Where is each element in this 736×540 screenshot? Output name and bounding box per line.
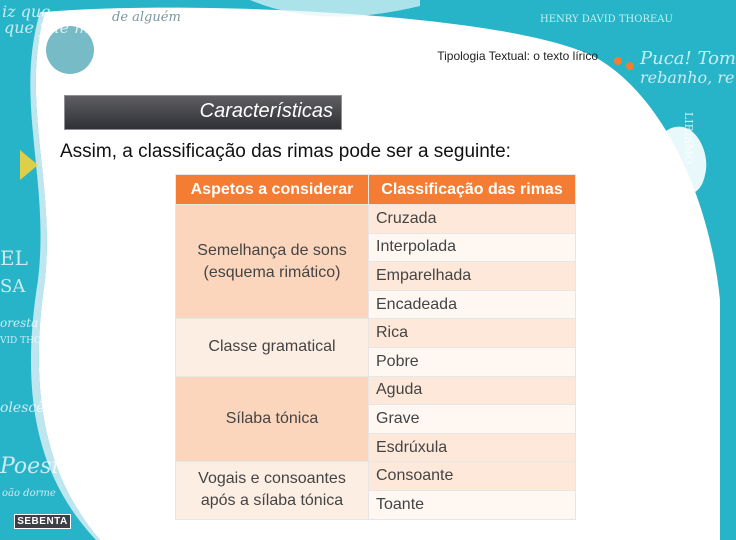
decor-text: oão dorme <box>2 488 56 499</box>
decor-text: iz que <box>2 2 51 21</box>
decor-text: rebanho, re <box>640 68 735 87</box>
classification-cell: Cruzada <box>369 205 576 234</box>
decor-text: VID THOREAU <box>0 336 69 346</box>
classification-cell: Esdrúxula <box>369 433 576 462</box>
aspect-cell: Vogais e consoantes após a sílaba tónica <box>176 462 369 519</box>
decor-text: Poesia <box>0 454 72 479</box>
table-row <box>176 462 576 491</box>
table-header-row <box>176 175 576 205</box>
intro-text: Assim, a classificação das rimas pode ser a seguinte: <box>60 141 511 162</box>
section-banner <box>64 95 342 130</box>
aspect-cell: Semelhança de sons (esquema rimático) <box>176 205 369 319</box>
table-row <box>176 376 576 405</box>
column-header-aspects: Aspetos a considerar <box>176 175 369 205</box>
decor-text: de alguém <box>112 10 181 25</box>
decor-text: SA <box>0 276 26 297</box>
classification-cell: Rica <box>369 319 576 348</box>
classification-cell: Aguda <box>369 376 576 405</box>
decor-text: Puca! Tom <box>640 48 736 69</box>
column-header-classification: Classificação das rimas <box>369 175 576 205</box>
aspect-cell: Sílaba tónica <box>176 376 369 462</box>
classification-cell: Interpolada <box>369 233 576 262</box>
aspect-cell: Classe gramatical <box>176 319 369 376</box>
page-header-title: Tipologia Textual: o texto lírico <box>437 49 598 63</box>
decor-text: HENRY DAVID THOREAU <box>540 14 673 25</box>
classification-cell: Encadeada <box>369 290 576 319</box>
classification-cell: Grave <box>369 405 576 434</box>
table-row <box>176 319 576 348</box>
sebenta-logo: SEBENTA <box>14 514 71 529</box>
decor-text: olescência <box>0 400 75 416</box>
table-row <box>176 205 576 234</box>
classification-cell: Consoante <box>369 462 576 491</box>
decor-text: LIRISMO <box>682 112 695 165</box>
decor-text: oresta <box>0 316 39 330</box>
rhyme-classification-table <box>175 174 576 520</box>
classification-cell: Pobre <box>369 347 576 376</box>
decor-text: que fale mais <box>4 18 113 37</box>
decor-text: EL <box>0 246 28 270</box>
classification-cell: Toante <box>369 490 576 519</box>
section-banner-label: Características <box>199 100 333 122</box>
classification-cell: Emparelhada <box>369 262 576 291</box>
